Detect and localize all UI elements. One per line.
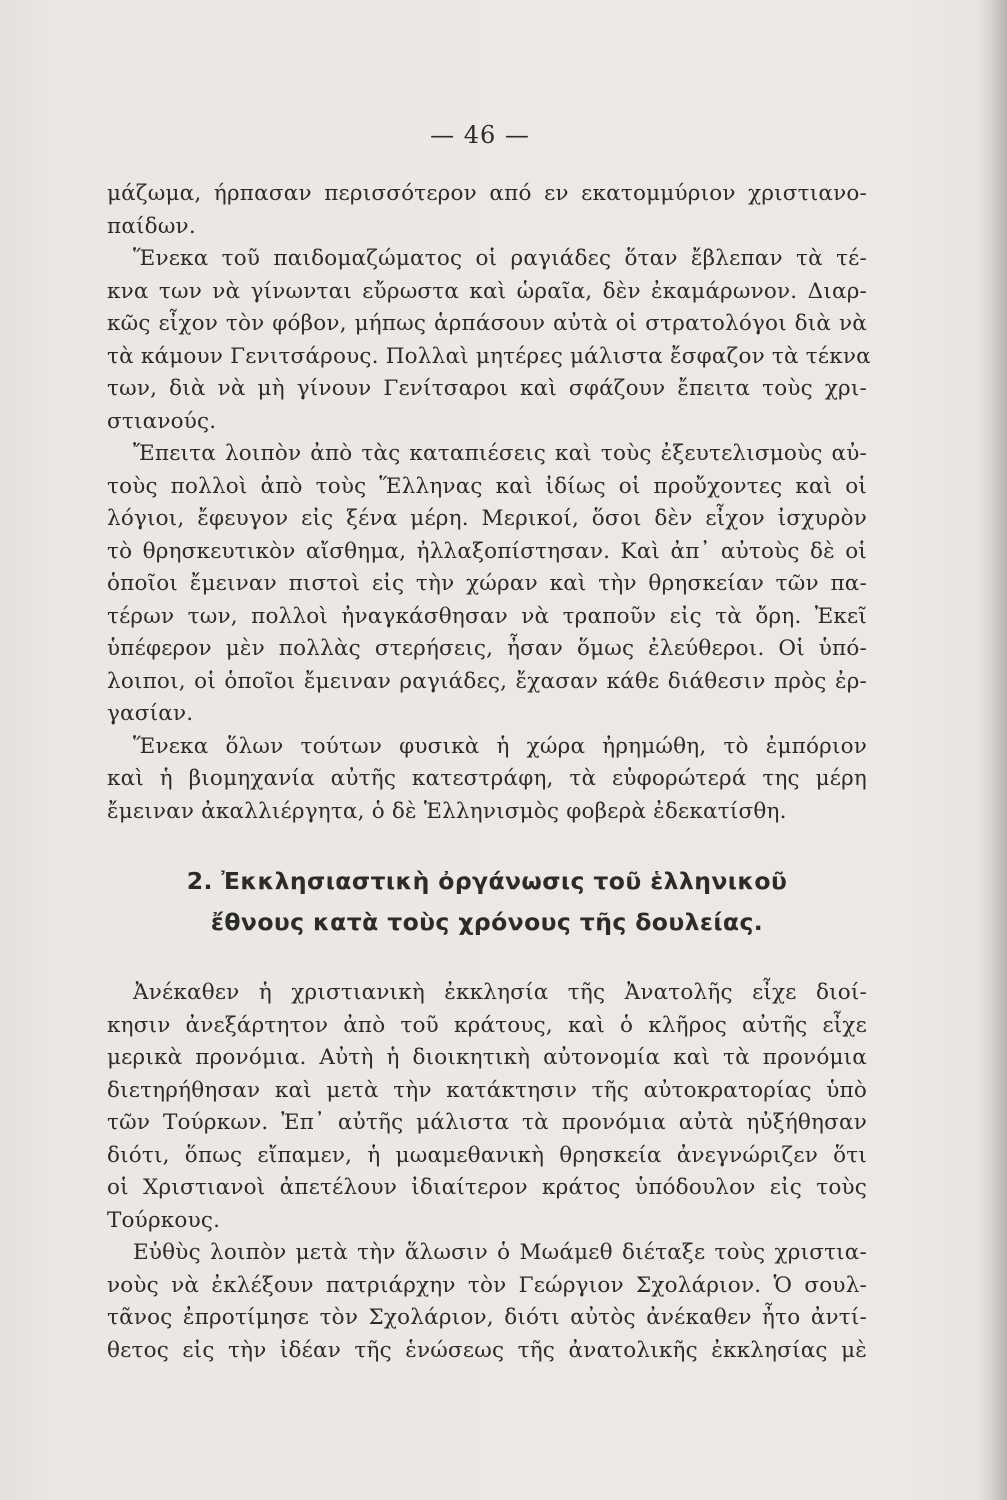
text-line: Ἔπειτα λοιπὸν ἀπὸ τὰς καταπιέσεις καὶ τοὺς ἐξευτελισμοὺς αὐ-: [133, 441, 867, 466]
text-line: παίδων.: [107, 213, 196, 239]
text-line: Ἕνεκα τοῦ παιδομαζώματος οἱ ραγιάδες ὅταν ἔβλεπαν τὰ τέ-: [133, 246, 867, 271]
text-line: στιανούς.: [107, 408, 217, 434]
text-line: τᾶνος ἐπροτίμησε τὸν Σχολάριον, διότι αὐτὸς ἀνέκαθεν ἦτο ἀντί-: [107, 1305, 867, 1330]
text-line: τὸ θρησκευτικὸν αἴσθημα, ἠλλαξοπίστησαν. Καὶ ἀπ᾽ αὐτοὺς δὲ οἱ: [107, 538, 867, 564]
text-line: κησιν ἀνεξάρτητον ἀπὸ τοῦ κράτους, καὶ ὁ κλῆρος αὐτῆς εἶχε: [107, 1012, 867, 1038]
text-line: κῶς εἶχον τὸν φόβον, μήπως ἁρπάσουν αὐτὰ οἱ στρατολόγοι διὰ νὰ: [107, 311, 867, 336]
text-line: τὰ κάμουν Γενιτσάρους. Πολλαὶ μητέρες μάλιστα ἔσφαζον τὰ τέκνα: [107, 343, 871, 369]
text-line: τοὺς πολλοὶ ἀπὸ τοὺς Ἕλληνας καὶ ἰδίως οἱ προὔχοντες καὶ οἱ: [107, 473, 867, 499]
text-line: διότι, ὅπως εἴπαμεν, ἡ μωαμεθανικὴ θρησκεία ἀνεγνώριζεν ὅτι: [107, 1142, 867, 1168]
text-line: τέρων των, πολλοὶ ἠναγκάσθησαν νὰ τραποῦν εἰς τὰ ὄρη. Ἐκεῖ: [107, 603, 867, 629]
text-line: νοὺς νὰ ἐκλέξουν πατριάρχην τὸν Γεώργιον Σχολάριον. Ὁ σουλ-: [107, 1272, 867, 1298]
text-line: Τούρκους.: [107, 1207, 221, 1233]
body-text-top: [107, 178, 871, 828]
text-line: οἱ Χριστιανοὶ ἀπετέλουν ἰδιαίτερον κράτος ὑπόδουλον εἰς τοὺς: [107, 1175, 867, 1200]
page-edge-shadow: [977, 0, 1007, 1500]
text-line: μάζωμα, ήρπασαν περισσότερον από εν εκατομμύριον χριστιανο-: [107, 181, 867, 206]
text-line: μερικὰ προνόμια. Αὐτὴ ἡ διοικητικὴ αὐτονομία καὶ τὰ προνόμια: [107, 1045, 867, 1070]
text-line: Ἀνέκαθεν ἡ χριστιανικὴ ἐκκλησία τῆς Ἀνατολῆς εἶχε διοί-: [133, 980, 867, 1005]
text-line: ὑπέφερον μὲν πολλὰς στερήσεις, ἦσαν ὅμως ἐλεύθεροι. Οἱ ὑπό-: [107, 636, 867, 661]
text-line: ἔμειναν ἀκαλλιέργητα, ὁ δὲ Ἑλληνισμὸς φοβερὰ ἐδεκατίσθη.: [107, 798, 787, 824]
text-line: λόγιοι, ἔφευγον εἰς ξένα μέρη. Μερικοί, ὅσοι δὲν εἶχον ἰσχυρὸν: [107, 506, 867, 531]
text-line: γασίαν.: [107, 701, 194, 726]
text-line: κνα των νὰ γίνωνται εὔρωστα καὶ ὡραῖα, δὲν ἐκαμάρωνον. Διαρ-: [107, 278, 867, 304]
body-text-bottom: [107, 977, 867, 1367]
text-line: θετος εἰς τὴν ἰδέαν τῆς ἑνώσεως τῆς ἀνατολικῆς ἐκκλησίας μὲ: [107, 1337, 867, 1363]
text-line: Εὐθὺς λοιπὸν μετὰ τὴν ἅλωσιν ὁ Μωάμεθ διέταξε τοὺς χριστια-: [133, 1240, 867, 1265]
page-number: — 46 —: [430, 121, 530, 149]
text-line: καὶ ἡ βιομηχανία αὐτῆς κατεστράφη, τὰ εὐφορώτερά της μέρη: [107, 766, 867, 791]
text-line: λοιποι, οἱ ὁποῖοι ἔμειναν ραγιάδες, ἔχασαν κάθε διάθεσιν πρὸς ἐρ-: [107, 668, 867, 694]
text-line: τῶν Τούρκων. Ἐπ᾽ αὐτῆς μάλιστα τὰ προνόμια αὐτὰ ηὐξήθησαν: [107, 1110, 867, 1135]
text-line: Ἕνεκα ὅλων τούτων φυσικὰ ἡ χώρα ἠρημώθη, τὸ ἐμπόριον: [133, 733, 867, 759]
text-line: των, διὰ νὰ μὴ γίνουν Γενίτσαροι καὶ σφάζουν ἔπειτα τοὺς χρι-: [107, 376, 867, 401]
text-line: διετηρήθησαν καὶ μετὰ τὴν κατάκτησιν τῆς αὐτοκρατορίας ὑπὸ: [107, 1077, 867, 1103]
section-heading-line-2: ἔθνους κατὰ τοὺς χρόνους τῆς δουλείας.: [210, 908, 764, 936]
text-line: ὁποῖοι ἔμειναν πιστοὶ εἰς τὴν χώραν καὶ τὴν θρησκείαν τῶν πα-: [107, 571, 867, 596]
section-heading-line-1: 2. Ἐκκλησιαστικὴ ὀργάνωσις τοῦ ἑλληνικοῦ: [186, 867, 788, 895]
